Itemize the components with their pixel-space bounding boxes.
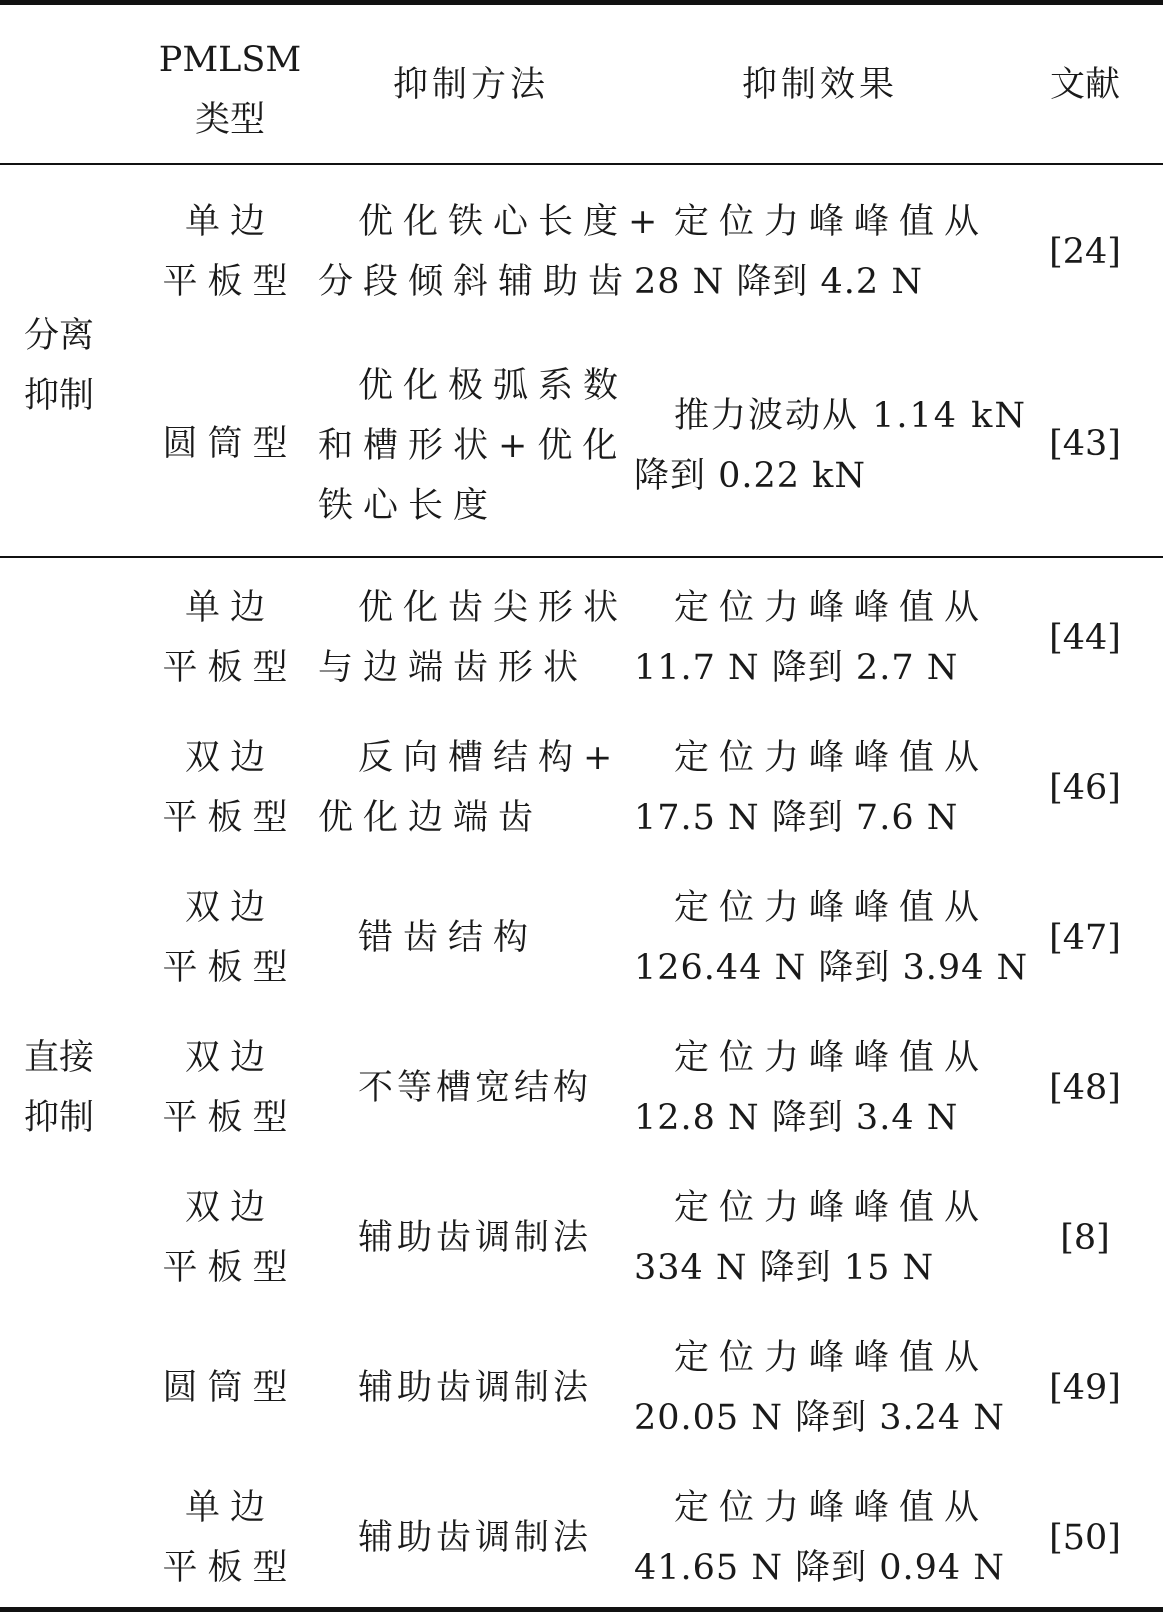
method-line: 优化边端齿: [318, 798, 544, 838]
type-cell: [150, 1358, 310, 1418]
type-cell: [150, 1028, 310, 1148]
effect-line: 17.5 N 降到 7.6 N: [634, 798, 959, 838]
method-line: 铁心长度: [318, 486, 499, 526]
method-cell: [318, 578, 629, 698]
effect-line: 11.7 N 降到 2.7 N: [634, 648, 959, 688]
group-label-line: 分离: [24, 316, 95, 356]
type-cell: [150, 1478, 310, 1598]
method-cell: [318, 1508, 624, 1568]
type-line: 单边: [184, 202, 275, 242]
type-line: 双边: [184, 888, 275, 928]
type-line: 单边: [184, 588, 275, 628]
method-cell: [318, 1058, 624, 1118]
type-line: 双边: [184, 738, 275, 778]
group-divider-rule: [0, 556, 1163, 558]
method-line: 与边端齿形状: [318, 648, 589, 688]
effect-cell: [634, 728, 1006, 848]
effect-cell: [634, 878, 1029, 998]
header-rule: [0, 163, 1163, 165]
reference-cell: [24]: [1049, 232, 1121, 272]
header-effect: 抑制效果: [741, 65, 898, 105]
effect-line: 定位力峰峰值从: [674, 888, 990, 928]
reference-cell: [43]: [1049, 424, 1121, 464]
method-line: 错齿结构: [358, 918, 539, 958]
effect-line: 定位力峰峰值从: [674, 1338, 990, 1378]
type-cell: [150, 192, 310, 312]
effect-cell: [634, 1028, 1006, 1148]
effect-line: 20.05 N 降到 3.24 N: [634, 1398, 1005, 1438]
effect-line: 降到 0.22 kN: [634, 456, 867, 496]
effect-line: 定位力峰峰值从: [674, 202, 990, 242]
effect-line: 12.8 N 降到 3.4 N: [634, 1098, 959, 1138]
type-line: 双边: [184, 1038, 275, 1078]
effect-line: 定位力峰峰值从: [674, 1488, 990, 1528]
type-cell: [150, 878, 310, 998]
effect-line: 定位力峰峰值从: [674, 1038, 990, 1078]
bottom-rule: [0, 1607, 1163, 1612]
method-line: 和槽形状+优化: [318, 426, 628, 466]
type-line: 平板型: [162, 648, 298, 688]
type-line: 单边: [184, 1488, 275, 1528]
effect-line: 41.65 N 降到 0.94 N: [634, 1548, 1005, 1588]
type-cell: [150, 578, 310, 698]
method-line: 辅助齿调制法: [358, 1368, 593, 1408]
reference-cell: [8]: [1060, 1218, 1110, 1258]
group-label-line: 直接: [24, 1038, 95, 1078]
type-line: 平板型: [162, 1548, 298, 1588]
method-line: 辅助齿调制法: [358, 1218, 593, 1258]
method-cell: [318, 192, 668, 312]
effect-line: 定位力峰峰值从: [674, 588, 990, 628]
method-line: 辅助齿调制法: [358, 1518, 593, 1558]
group-label-line: 抑制: [24, 1098, 95, 1138]
type-cell: [150, 414, 310, 474]
effect-line: 28 N 降到 4.2 N: [634, 262, 923, 302]
effect-cell: [634, 1478, 1006, 1598]
effect-cell: [634, 1328, 1006, 1448]
method-cell: [318, 908, 624, 968]
type-line: 平板型: [162, 1248, 298, 1288]
effect-line: 定位力峰峰值从: [674, 1188, 990, 1228]
group-label-line: 抑制: [24, 376, 95, 416]
method-cell: [318, 356, 629, 536]
type-line: 平板型: [162, 262, 298, 302]
reference-cell: [47]: [1049, 918, 1121, 958]
method-line: 优化极弧系数: [358, 366, 629, 406]
method-line: 优化齿尖形状: [358, 588, 629, 628]
method-line: 优化铁心长度+: [358, 202, 668, 242]
type-line: 双边: [184, 1188, 275, 1228]
header-type-line1: PMLSM: [158, 40, 302, 80]
method-cell: [318, 1208, 624, 1268]
type-cell: [150, 1178, 310, 1298]
reference-cell: [46]: [1049, 768, 1121, 808]
type-line: 平板型: [162, 948, 298, 988]
reference-cell: [49]: [1049, 1368, 1121, 1408]
header-method: 抑制方法: [392, 65, 549, 105]
method-line: 反向槽结构+: [358, 738, 623, 778]
effect-cell: [634, 386, 1028, 506]
type-line: 圆筒型: [162, 424, 298, 464]
effect-line: 126.44 N 降到 3.94 N: [634, 948, 1029, 988]
effect-line: 334 N 降到 15 N: [634, 1248, 935, 1288]
reference-cell: [48]: [1049, 1068, 1121, 1108]
header-type: [150, 30, 310, 150]
type-line: 平板型: [162, 798, 298, 838]
effect-cell: [634, 578, 1006, 698]
group-label-direct: [24, 1028, 134, 1148]
effect-line: 定位力峰峰值从: [674, 738, 990, 778]
method-cell: [318, 1358, 624, 1418]
effect-cell: [634, 192, 1006, 312]
method-line: 不等槽宽结构: [358, 1068, 593, 1108]
group-label-separate: [24, 306, 134, 426]
top-rule: [0, 0, 1163, 5]
header-type-line2: 类型: [194, 100, 265, 140]
type-line: 圆筒型: [162, 1368, 298, 1408]
header-reference: 文献: [1049, 65, 1120, 105]
reference-cell: [50]: [1049, 1518, 1121, 1558]
method-line: 分段倾斜辅助齿: [318, 262, 634, 302]
effect-line: 推力波动从 1.14 kN: [674, 396, 1028, 436]
type-line: 平板型: [162, 1098, 298, 1138]
type-cell: [150, 728, 310, 848]
method-cell: [318, 728, 624, 848]
reference-cell: [44]: [1049, 618, 1121, 658]
effect-cell: [634, 1178, 1006, 1298]
